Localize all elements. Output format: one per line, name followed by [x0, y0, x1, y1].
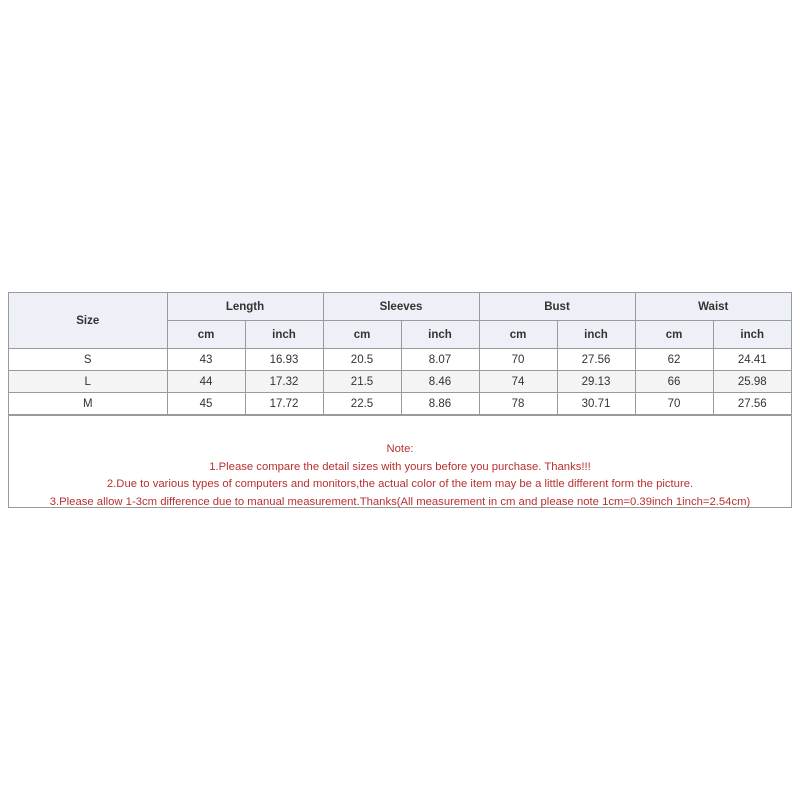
note-line: 1.Please compare the detail sizes with yours before you purchase. Thanks!!!	[209, 460, 591, 473]
length-inch-cell: 16.93	[245, 349, 323, 371]
sleeves-header: Sleeves	[323, 293, 479, 321]
length-cm-header: cm	[167, 321, 245, 349]
notes-section	[9, 415, 791, 507]
sleeves-cm-cell: 22.5	[323, 393, 401, 415]
size-table	[9, 293, 791, 415]
length-inch-cell: 17.72	[245, 393, 323, 415]
waist-cm-cell: 70	[635, 393, 713, 415]
note-line: 3.Please allow 1-3cm difference due to manual measurement.Thanks(All measurement in cm and please note 1cm=0.39inch 1inch=2.54cm)	[49, 495, 751, 508]
length-cm-cell: 43	[167, 349, 245, 371]
table-row	[9, 371, 791, 393]
table-row	[9, 349, 791, 371]
sleeves-cm-header: cm	[323, 321, 401, 349]
sleeves-inch-header: inch	[401, 321, 479, 349]
length-cm-cell: 44	[167, 371, 245, 393]
sleeves-cm-cell: 21.5	[323, 371, 401, 393]
header-row-groups	[9, 293, 791, 321]
waist-cm-header: cm	[635, 321, 713, 349]
length-header: Length	[167, 293, 323, 321]
waist-inch-cell: 27.56	[713, 393, 791, 415]
sleeves-inch-cell: 8.07	[401, 349, 479, 371]
length-inch-header: inch	[245, 321, 323, 349]
bust-header: Bust	[479, 293, 635, 321]
waist-cm-cell: 66	[635, 371, 713, 393]
bust-inch-cell: 27.56	[557, 349, 635, 371]
waist-cm-cell: 62	[635, 349, 713, 371]
note-title: Note:	[386, 443, 414, 455]
sleeves-inch-cell: 8.46	[401, 371, 479, 393]
size-cell: M	[9, 393, 167, 415]
bust-inch-cell: 30.71	[557, 393, 635, 415]
sleeves-cm-cell: 20.5	[323, 349, 401, 371]
bust-cm-cell: 78	[479, 393, 557, 415]
table-row	[9, 393, 791, 415]
waist-inch-cell: 24.41	[713, 349, 791, 371]
length-cm-cell: 45	[167, 393, 245, 415]
sleeves-inch-cell: 8.86	[401, 393, 479, 415]
size-header: Size	[9, 293, 167, 349]
waist-header: Waist	[635, 293, 791, 321]
size-chart	[8, 292, 792, 508]
waist-inch-header: inch	[713, 321, 791, 349]
bust-cm-header: cm	[479, 321, 557, 349]
bust-inch-header: inch	[557, 321, 635, 349]
bust-inch-cell: 29.13	[557, 371, 635, 393]
bust-cm-cell: 74	[479, 371, 557, 393]
length-inch-cell: 17.32	[245, 371, 323, 393]
size-cell: L	[9, 371, 167, 393]
bust-cm-cell: 70	[479, 349, 557, 371]
waist-inch-cell: 25.98	[713, 371, 791, 393]
note-line: 2.Due to various types of computers and monitors,the actual color of the item may be a little different form the picture.	[106, 478, 694, 490]
size-cell: S	[9, 349, 167, 371]
